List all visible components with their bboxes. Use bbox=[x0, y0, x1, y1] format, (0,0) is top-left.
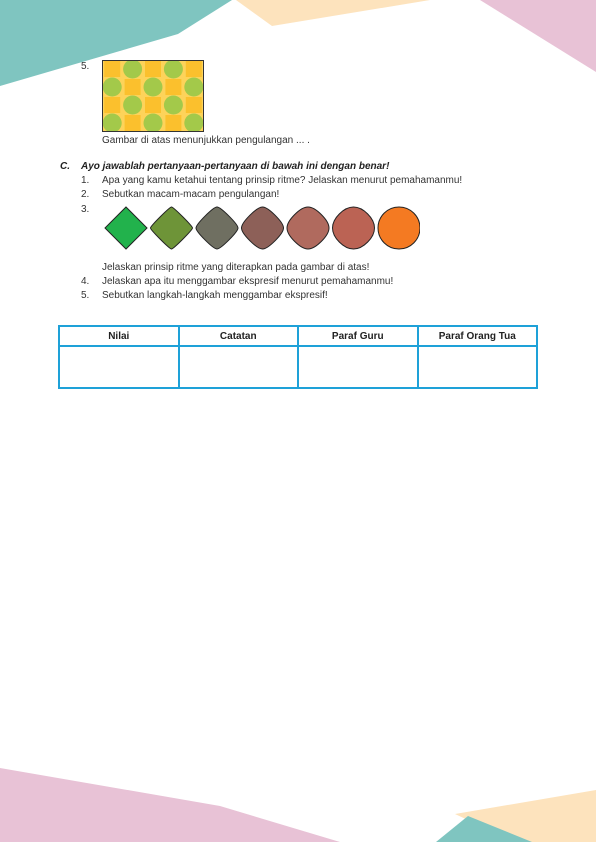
pattern-circle bbox=[103, 78, 122, 97]
catatan-cell[interactable] bbox=[179, 346, 299, 388]
pattern-circle bbox=[184, 78, 203, 97]
pattern-circle bbox=[144, 78, 163, 97]
pattern-square bbox=[104, 97, 120, 113]
pattern-circle bbox=[123, 96, 142, 115]
rhythm-shapes-image bbox=[104, 205, 420, 251]
item-2-number: 2. bbox=[81, 189, 90, 200]
pattern-square bbox=[165, 79, 181, 95]
rhythm-shape-6 bbox=[333, 207, 375, 249]
pattern-square bbox=[186, 61, 202, 77]
item-3-caption: Jelaskan prinsip ritme yang diterapkan pada gambar di atas! bbox=[102, 262, 370, 273]
item-1-number: 1. bbox=[81, 175, 90, 186]
item-2-text: Sebutkan macam-macam pengulangan! bbox=[102, 189, 280, 200]
nilai-cell[interactable] bbox=[59, 346, 179, 388]
rhythm-shape-1 bbox=[105, 207, 147, 249]
rhythm-shape-2 bbox=[151, 207, 193, 249]
repetition-pattern-image bbox=[102, 60, 204, 132]
item-5-text: Sebutkan langkah-langkah menggambar ekspresif! bbox=[102, 290, 328, 301]
header-paraf-guru: Paraf Guru bbox=[298, 326, 418, 346]
header-catatan: Catatan bbox=[179, 326, 299, 346]
pattern-square bbox=[186, 97, 202, 113]
section-c-title: Ayo jawablah pertanyaan-pertanyaan di bawah ini dengan benar! bbox=[81, 161, 390, 172]
grade-table bbox=[58, 325, 538, 389]
item-5-number: 5. bbox=[81, 290, 90, 301]
pattern-circle bbox=[184, 114, 203, 133]
paraf-orang-tua-cell[interactable] bbox=[418, 346, 538, 388]
question-5-number: 5. bbox=[81, 61, 90, 72]
grade-table-entry-row bbox=[59, 346, 537, 388]
rhythm-shape-3 bbox=[196, 207, 238, 249]
pattern-square bbox=[145, 97, 161, 113]
bottom-left-pink-shape bbox=[0, 768, 340, 842]
top-peach-shape bbox=[236, 0, 430, 26]
header-paraf-orang-tua: Paraf Orang Tua bbox=[418, 326, 538, 346]
pattern-circle bbox=[164, 60, 183, 79]
pattern-square bbox=[125, 115, 141, 131]
pattern-square bbox=[165, 115, 181, 131]
grade-table-header-row bbox=[59, 326, 537, 346]
pattern-circle bbox=[164, 96, 183, 115]
rhythm-shape-5 bbox=[287, 207, 329, 249]
top-right-pink-shape bbox=[480, 0, 596, 72]
pattern-circle bbox=[123, 60, 142, 79]
pattern-circle bbox=[103, 114, 122, 133]
item-4-number: 4. bbox=[81, 276, 90, 287]
question-5-caption: Gambar di atas menunjukkan pengulangan ... . bbox=[102, 135, 310, 146]
pattern-square bbox=[104, 61, 120, 77]
item-1-text: Apa yang kamu ketahui tentang prinsip ritme? Jelaskan menurut pemahamanmu! bbox=[102, 175, 463, 186]
pattern-square bbox=[145, 61, 161, 77]
section-c-letter: C. bbox=[60, 161, 70, 172]
rhythm-shape-7 bbox=[378, 207, 420, 249]
item-3-number: 3. bbox=[81, 204, 90, 215]
item-4-text: Jelaskan apa itu menggambar ekspresif menurut pemahamanmu! bbox=[102, 276, 394, 287]
pattern-square bbox=[125, 79, 141, 95]
rhythm-shape-4 bbox=[242, 207, 284, 249]
pattern-circle bbox=[144, 114, 163, 133]
header-nilai: Nilai bbox=[59, 326, 179, 346]
paraf-guru-cell[interactable] bbox=[298, 346, 418, 388]
